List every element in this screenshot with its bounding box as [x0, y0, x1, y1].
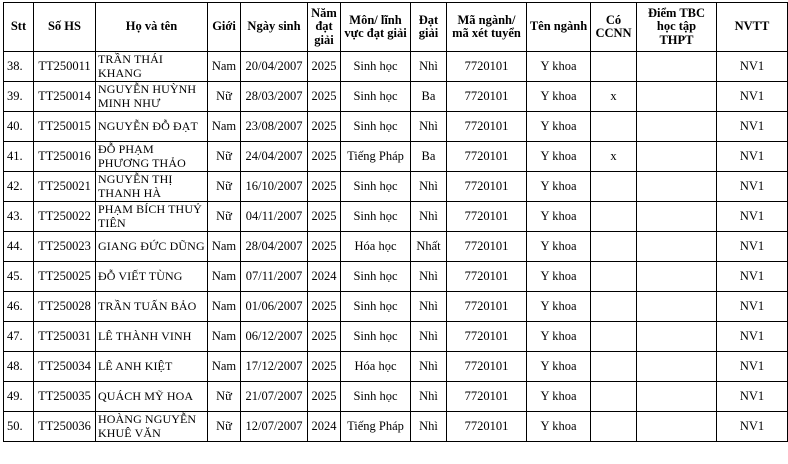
- cell-ma-nganh: 7720101: [447, 202, 527, 232]
- student-list-table: [3, 2, 788, 442]
- cell-stt: 43.: [4, 202, 34, 232]
- cell-nvtt: NV1: [717, 232, 788, 262]
- cell-ten-nganh: Y khoa: [527, 172, 591, 202]
- cell-co-ccnn: x: [591, 142, 637, 172]
- cell-mon: Sinh học: [341, 202, 411, 232]
- cell-nam-dat-giai: 2025: [308, 352, 341, 382]
- cell-nvtt: NV1: [717, 52, 788, 82]
- cell-dat-giai: Nhì: [411, 412, 447, 442]
- table-row: [4, 232, 788, 262]
- cell-diem-tbc: [637, 172, 717, 202]
- cell-nam-dat-giai: 2025: [308, 202, 341, 232]
- table-row: [4, 412, 788, 442]
- cell-ten-nganh: Y khoa: [527, 202, 591, 232]
- cell-ho-ten: HOÀNG NGUYỄN KHUÊ VĂN: [96, 412, 208, 442]
- cell-co-ccnn: [591, 322, 637, 352]
- cell-stt: 48.: [4, 352, 34, 382]
- cell-mon: Sinh học: [341, 292, 411, 322]
- cell-gioi: Nam: [208, 352, 241, 382]
- cell-stt: 44.: [4, 232, 34, 262]
- cell-gioi: Nam: [208, 322, 241, 352]
- cell-so-hs: TT250022: [34, 202, 96, 232]
- cell-stt: 42.: [4, 172, 34, 202]
- cell-gioi: Nữ: [208, 412, 241, 442]
- cell-dat-giai: Nhất: [411, 232, 447, 262]
- cell-diem-tbc: [637, 262, 717, 292]
- cell-dat-giai: Nhì: [411, 352, 447, 382]
- cell-co-ccnn: [591, 412, 637, 442]
- cell-mon: Sinh học: [341, 112, 411, 142]
- cell-stt: 45.: [4, 262, 34, 292]
- cell-diem-tbc: [637, 352, 717, 382]
- cell-ma-nganh: 7720101: [447, 172, 527, 202]
- cell-ngay-sinh: 20/04/2007: [241, 52, 308, 82]
- cell-co-ccnn: [591, 112, 637, 142]
- header-gioi: Giới: [208, 3, 241, 52]
- cell-diem-tbc: [637, 142, 717, 172]
- cell-ngay-sinh: 28/03/2007: [241, 82, 308, 112]
- cell-ten-nganh: Y khoa: [527, 232, 591, 262]
- cell-nam-dat-giai: 2025: [308, 52, 341, 82]
- cell-diem-tbc: [637, 382, 717, 412]
- cell-diem-tbc: [637, 412, 717, 442]
- cell-dat-giai: Ba: [411, 142, 447, 172]
- cell-dat-giai: Nhì: [411, 322, 447, 352]
- cell-ho-ten: TRẦN THÁI KHANG: [96, 52, 208, 82]
- cell-so-hs: TT250034: [34, 352, 96, 382]
- cell-dat-giai: Nhì: [411, 262, 447, 292]
- cell-nam-dat-giai: 2024: [308, 262, 341, 292]
- cell-dat-giai: Nhì: [411, 292, 447, 322]
- cell-ngay-sinh: 21/07/2007: [241, 382, 308, 412]
- cell-co-ccnn: x: [591, 82, 637, 112]
- header-ten-nganh: Tên ngành: [527, 3, 591, 52]
- cell-ma-nganh: 7720101: [447, 232, 527, 262]
- cell-co-ccnn: [591, 292, 637, 322]
- header-mon: Môn/ lĩnh vực đạt giải: [341, 3, 411, 52]
- cell-dat-giai: Nhì: [411, 112, 447, 142]
- cell-ngay-sinh: 16/10/2007: [241, 172, 308, 202]
- table-row: [4, 82, 788, 112]
- cell-ma-nganh: 7720101: [447, 322, 527, 352]
- cell-ho-ten: NGUYỄN ĐỖ ĐẠT: [96, 112, 208, 142]
- cell-ngay-sinh: 24/04/2007: [241, 142, 308, 172]
- cell-so-hs: TT250021: [34, 172, 96, 202]
- cell-gioi: Nam: [208, 52, 241, 82]
- cell-ten-nganh: Y khoa: [527, 322, 591, 352]
- table-row: [4, 352, 788, 382]
- header-stt: Stt: [4, 3, 34, 52]
- cell-ho-ten: LÊ ANH KIỆT: [96, 352, 208, 382]
- cell-co-ccnn: [591, 232, 637, 262]
- cell-co-ccnn: [591, 262, 637, 292]
- cell-mon: Sinh học: [341, 172, 411, 202]
- cell-ma-nganh: 7720101: [447, 112, 527, 142]
- table-row: [4, 112, 788, 142]
- header-co-ccnn: Có CCNN: [591, 3, 637, 52]
- cell-nvtt: NV1: [717, 202, 788, 232]
- cell-nam-dat-giai: 2025: [308, 322, 341, 352]
- cell-dat-giai: Ba: [411, 82, 447, 112]
- cell-ngay-sinh: 01/06/2007: [241, 292, 308, 322]
- cell-nam-dat-giai: 2025: [308, 82, 341, 112]
- cell-nvtt: NV1: [717, 352, 788, 382]
- cell-ngay-sinh: 28/04/2007: [241, 232, 308, 262]
- table-row: [4, 142, 788, 172]
- cell-ten-nganh: Y khoa: [527, 262, 591, 292]
- cell-nvtt: NV1: [717, 82, 788, 112]
- cell-stt: 38.: [4, 52, 34, 82]
- cell-dat-giai: Nhì: [411, 202, 447, 232]
- cell-stt: 46.: [4, 292, 34, 322]
- cell-stt: 47.: [4, 322, 34, 352]
- cell-mon: Sinh học: [341, 262, 411, 292]
- cell-stt: 39.: [4, 82, 34, 112]
- cell-dat-giai: Nhì: [411, 52, 447, 82]
- cell-nam-dat-giai: 2025: [308, 382, 341, 412]
- cell-ho-ten: ĐỖ VIẾT TÙNG: [96, 262, 208, 292]
- cell-nvtt: NV1: [717, 142, 788, 172]
- cell-ho-ten: TRẦN TUẤN BẢO: [96, 292, 208, 322]
- cell-so-hs: TT250023: [34, 232, 96, 262]
- cell-ten-nganh: Y khoa: [527, 112, 591, 142]
- table-row: [4, 262, 788, 292]
- cell-ma-nganh: 7720101: [447, 262, 527, 292]
- cell-ma-nganh: 7720101: [447, 52, 527, 82]
- cell-gioi: Nữ: [208, 172, 241, 202]
- cell-co-ccnn: [591, 52, 637, 82]
- cell-mon: Sinh học: [341, 382, 411, 412]
- cell-co-ccnn: [591, 382, 637, 412]
- cell-ho-ten: ĐỖ PHẠM PHƯƠNG THẢO: [96, 142, 208, 172]
- cell-mon: Sinh học: [341, 52, 411, 82]
- cell-diem-tbc: [637, 292, 717, 322]
- cell-ho-ten: PHẠM BÍCH THUỶ TIÊN: [96, 202, 208, 232]
- cell-mon: Tiếng Pháp: [341, 142, 411, 172]
- cell-co-ccnn: [591, 202, 637, 232]
- cell-ngay-sinh: 06/12/2007: [241, 322, 308, 352]
- table-row: [4, 292, 788, 322]
- cell-mon: Sinh học: [341, 82, 411, 112]
- cell-ma-nganh: 7720101: [447, 292, 527, 322]
- cell-ten-nganh: Y khoa: [527, 142, 591, 172]
- cell-ngay-sinh: 04/11/2007: [241, 202, 308, 232]
- cell-so-hs: TT250036: [34, 412, 96, 442]
- cell-so-hs: TT250025: [34, 262, 96, 292]
- cell-stt: 50.: [4, 412, 34, 442]
- cell-gioi: Nam: [208, 292, 241, 322]
- cell-ho-ten: LÊ THÀNH VINH: [96, 322, 208, 352]
- cell-gioi: Nữ: [208, 142, 241, 172]
- cell-mon: Tiếng Pháp: [341, 412, 411, 442]
- cell-ma-nganh: 7720101: [447, 352, 527, 382]
- header-diem-tbc: Điểm TBC học tập THPT: [637, 3, 717, 52]
- header-ngay-sinh: Ngày sinh: [241, 3, 308, 52]
- table-row: [4, 382, 788, 412]
- cell-ho-ten: NGUYỄN HUỲNH MINH NHƯ: [96, 82, 208, 112]
- cell-nam-dat-giai: 2025: [308, 172, 341, 202]
- header-nvtt: NVTT: [717, 3, 788, 52]
- table-row: [4, 322, 788, 352]
- cell-ma-nganh: 7720101: [447, 142, 527, 172]
- cell-gioi: Nam: [208, 262, 241, 292]
- cell-co-ccnn: [591, 172, 637, 202]
- header-ho-ten: Họ và tên: [96, 3, 208, 52]
- cell-nam-dat-giai: 2025: [308, 142, 341, 172]
- cell-so-hs: TT250014: [34, 82, 96, 112]
- cell-stt: 40.: [4, 112, 34, 142]
- cell-nam-dat-giai: 2025: [308, 232, 341, 262]
- cell-ho-ten: QUÁCH MỸ HOA: [96, 382, 208, 412]
- cell-gioi: Nam: [208, 112, 241, 142]
- cell-stt: 41.: [4, 142, 34, 172]
- cell-ten-nganh: Y khoa: [527, 382, 591, 412]
- cell-ngay-sinh: 12/07/2007: [241, 412, 308, 442]
- header-dat-giai: Đạt giải: [411, 3, 447, 52]
- table-row: [4, 52, 788, 82]
- cell-so-hs: TT250016: [34, 142, 96, 172]
- cell-nam-dat-giai: 2025: [308, 292, 341, 322]
- cell-gioi: Nam: [208, 232, 241, 262]
- cell-gioi: Nữ: [208, 202, 241, 232]
- cell-ngay-sinh: 07/11/2007: [241, 262, 308, 292]
- cell-nvtt: NV1: [717, 412, 788, 442]
- cell-diem-tbc: [637, 52, 717, 82]
- header-nam-dat-giai: Năm đạt giải: [308, 3, 341, 52]
- cell-diem-tbc: [637, 112, 717, 142]
- header-ma-nganh: Mã ngành/ mã xét tuyển: [447, 3, 527, 52]
- cell-so-hs: TT250031: [34, 322, 96, 352]
- cell-ma-nganh: 7720101: [447, 412, 527, 442]
- cell-ho-ten: GIANG ĐỨC DŨNG: [96, 232, 208, 262]
- cell-diem-tbc: [637, 202, 717, 232]
- cell-nvtt: NV1: [717, 292, 788, 322]
- cell-nam-dat-giai: 2025: [308, 112, 341, 142]
- cell-ngay-sinh: 17/12/2007: [241, 352, 308, 382]
- cell-ten-nganh: Y khoa: [527, 82, 591, 112]
- cell-nvtt: NV1: [717, 112, 788, 142]
- cell-diem-tbc: [637, 82, 717, 112]
- cell-dat-giai: Nhì: [411, 172, 447, 202]
- cell-ma-nganh: 7720101: [447, 82, 527, 112]
- cell-diem-tbc: [637, 322, 717, 352]
- cell-mon: Sinh học: [341, 322, 411, 352]
- cell-dat-giai: Nhì: [411, 382, 447, 412]
- cell-mon: Hóa học: [341, 352, 411, 382]
- cell-gioi: Nữ: [208, 382, 241, 412]
- cell-ho-ten: NGUYỄN THỊ THANH HÀ: [96, 172, 208, 202]
- cell-so-hs: TT250028: [34, 292, 96, 322]
- cell-mon: Hóa học: [341, 232, 411, 262]
- header-so-hs: Số HS: [34, 3, 96, 52]
- cell-ten-nganh: Y khoa: [527, 352, 591, 382]
- cell-ten-nganh: Y khoa: [527, 52, 591, 82]
- cell-so-hs: TT250011: [34, 52, 96, 82]
- cell-co-ccnn: [591, 352, 637, 382]
- cell-diem-tbc: [637, 232, 717, 262]
- cell-ma-nganh: 7720101: [447, 382, 527, 412]
- cell-ten-nganh: Y khoa: [527, 292, 591, 322]
- cell-so-hs: TT250015: [34, 112, 96, 142]
- cell-nvtt: NV1: [717, 382, 788, 412]
- cell-nvtt: NV1: [717, 262, 788, 292]
- cell-gioi: Nữ: [208, 82, 241, 112]
- cell-ten-nganh: Y khoa: [527, 412, 591, 442]
- cell-stt: 49.: [4, 382, 34, 412]
- header-row: [4, 3, 788, 52]
- cell-nvtt: NV1: [717, 172, 788, 202]
- table-row: [4, 202, 788, 232]
- cell-so-hs: TT250035: [34, 382, 96, 412]
- cell-nam-dat-giai: 2024: [308, 412, 341, 442]
- cell-ngay-sinh: 23/08/2007: [241, 112, 308, 142]
- cell-nvtt: NV1: [717, 322, 788, 352]
- table-row: [4, 172, 788, 202]
